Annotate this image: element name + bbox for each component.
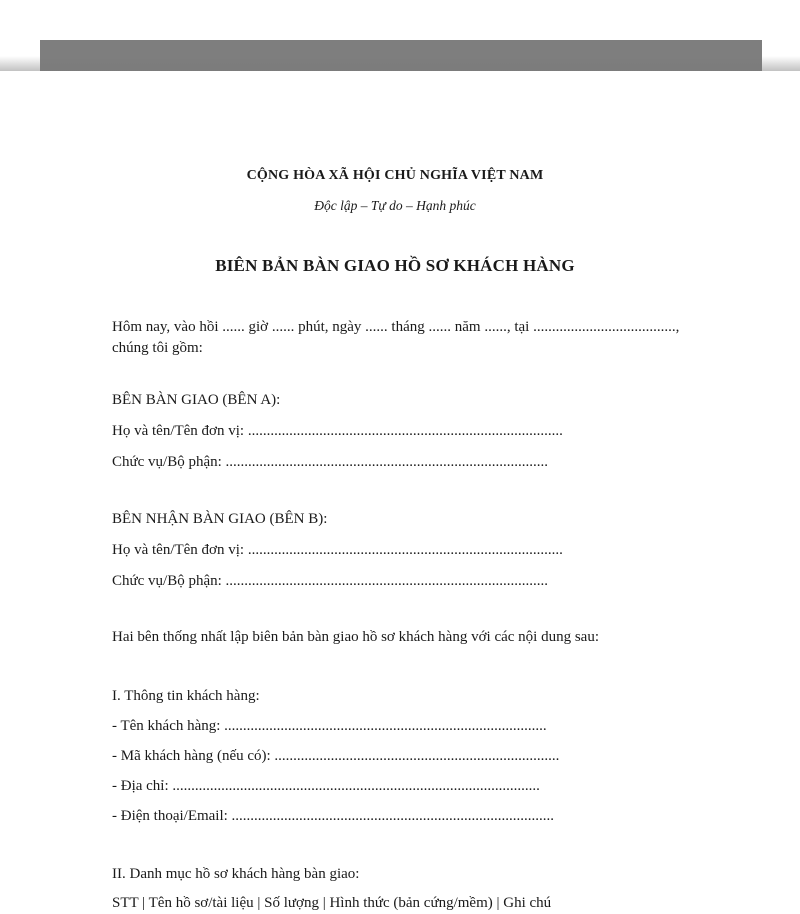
section1-item-address: - Địa chỉ: .................................................................................................. bbox=[112, 778, 540, 794]
party-a-role-line: Chức vụ/Bộ phận: ...................................................................................... bbox=[112, 454, 549, 470]
national-motto: Độc lập – Tự do – Hạnh phúc bbox=[314, 198, 476, 213]
party-b-heading: BÊN NHẬN BÀN GIAO (BÊN B): bbox=[112, 511, 328, 527]
document-title: BIÊN BẢN BÀN GIAO HỒ SƠ KHÁCH HÀNG bbox=[215, 256, 575, 275]
section1-item-phone-email: - Điện thoại/Email: ...................................................................................... bbox=[112, 808, 555, 824]
party-a-name-line: Họ và tên/Tên đơn vị: .................................................................................... bbox=[112, 423, 563, 439]
intro-line-2: chúng tôi gồm: bbox=[112, 340, 203, 356]
section1-item-customer-code: - Mã khách hàng (nếu có): ............................................................................ bbox=[112, 748, 560, 764]
section2-table-header-line: STT | Tên hồ sơ/tài liệu | Số lượng | Hình thức (bản cứng/mềm) | Ghi chú bbox=[112, 895, 552, 911]
agreement-line: Hai bên thống nhất lập biên bản bàn giao hồ sơ khách hàng với các nội dung sau: bbox=[112, 629, 599, 645]
party-b-role-line: Chức vụ/Bộ phận: ...................................................................................... bbox=[112, 573, 549, 589]
section1-heading: I. Thông tin khách hàng: bbox=[112, 688, 260, 704]
party-b-name-line: Họ và tên/Tên đơn vị: .................................................................................... bbox=[112, 542, 563, 558]
party-a-heading: BÊN BÀN GIAO (BÊN A): bbox=[112, 392, 281, 408]
national-header: CỘNG HÒA XÃ HỘI CHỦ NGHĨA VIỆT NAM bbox=[246, 168, 544, 183]
section2-heading: II. Danh mục hồ sơ khách hàng bàn giao: bbox=[112, 866, 360, 882]
intro-line-1: Hôm nay, vào hồi ...... giờ ...... phút, ngày ...... tháng ...... năm ......, tại ......................................, bbox=[112, 319, 680, 335]
document-body bbox=[112, 0, 678, 914]
section1-item-customer-name: - Tên khách hàng: ...................................................................................... bbox=[112, 718, 547, 734]
